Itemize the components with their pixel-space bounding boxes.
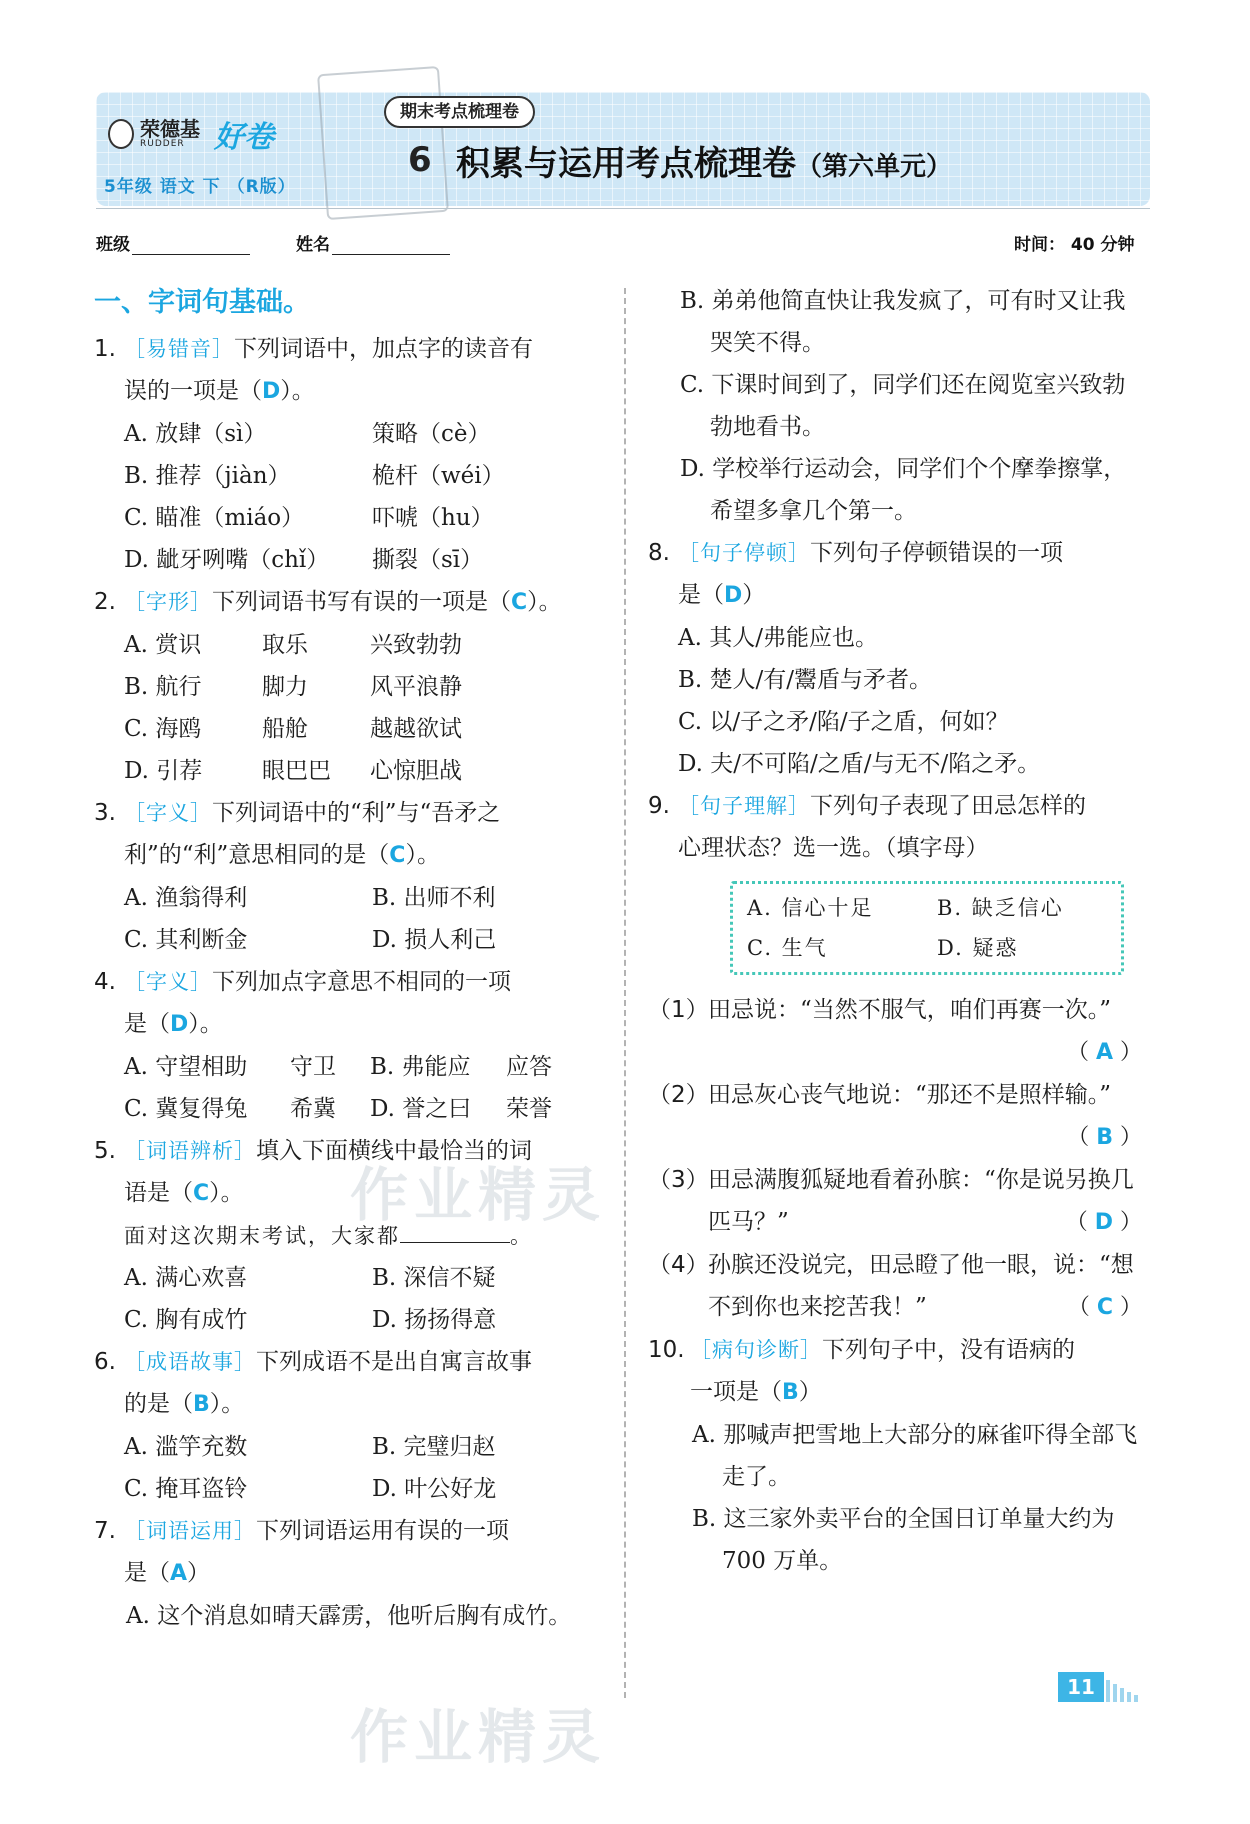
sub-question-text: 田忌说：“当然不服气，咱们再赛一次。” bbox=[708, 997, 1112, 1023]
option: A. 守望相助 bbox=[124, 1054, 248, 1080]
question-number: 4. bbox=[94, 969, 116, 995]
question-stem-end: ） bbox=[742, 582, 766, 608]
sentence-end: 。 bbox=[510, 1224, 533, 1248]
question-5 bbox=[94, 1130, 604, 1215]
question-number: 8. bbox=[648, 540, 670, 566]
question-stem: 下列成语不是出自寓言故事 bbox=[256, 1349, 532, 1375]
answer: C bbox=[1096, 1295, 1113, 1320]
watermark: 作业精灵 bbox=[350, 1703, 607, 1771]
question-tag: ［句子理解］ bbox=[678, 794, 810, 818]
answer: C bbox=[389, 843, 406, 868]
question-stem-end: ）。 bbox=[188, 1011, 223, 1037]
option: B. 楚人/有/鬻盾与矛者。 bbox=[678, 667, 933, 693]
option: A. 放肆（sì） bbox=[124, 421, 267, 447]
answer-slot: （ A ） bbox=[1066, 1040, 1142, 1065]
option: 风平浪静 bbox=[370, 674, 462, 700]
option: A. 满心欢喜 bbox=[124, 1265, 248, 1291]
question-tag: ［字义］ bbox=[124, 801, 212, 825]
choice-row bbox=[747, 928, 1107, 968]
question-stem-end: ）。 bbox=[405, 842, 440, 868]
answer: D bbox=[724, 583, 743, 608]
option: B. 深信不疑 bbox=[372, 1265, 496, 1291]
sub-question-1 bbox=[648, 989, 1148, 1074]
brand-series: 好卷 bbox=[214, 120, 274, 155]
question-stem: 一项是（ bbox=[690, 1379, 782, 1405]
option: 兴致勃勃 bbox=[370, 632, 462, 658]
answer: C bbox=[511, 590, 528, 615]
question-stem: 的是（ bbox=[124, 1391, 193, 1417]
option: D. 学校举行运动会，同学们个个摩拳擦掌，希望多拿几个第一。 bbox=[680, 456, 1127, 524]
option: C. 下课时间到了，同学们还在阅览室兴致勃勃地看书。 bbox=[680, 372, 1126, 440]
option-row bbox=[94, 877, 604, 919]
answer: B bbox=[782, 1380, 799, 1405]
option: 眼巴巴 bbox=[262, 758, 331, 784]
option: B. 推荐（jiàn） bbox=[124, 463, 291, 489]
question-number: 5. bbox=[94, 1138, 116, 1164]
sub-question-number: （2） bbox=[648, 1082, 709, 1108]
option: 守卫 bbox=[290, 1054, 336, 1080]
question-number: 1. bbox=[94, 336, 116, 362]
series-label: 期末考点梳理卷 bbox=[384, 96, 535, 128]
answer: D bbox=[170, 1012, 189, 1037]
answer: B bbox=[193, 1392, 210, 1417]
choice: D. 疑惑 bbox=[937, 936, 1019, 960]
option: A. 这个消息如晴天霹雳，他听后胸有成竹。 bbox=[126, 1603, 572, 1629]
name-label: 姓名 bbox=[296, 235, 330, 255]
option: D. 夫/不可陷/之盾/与无不/陷之矛。 bbox=[678, 751, 1041, 777]
option: A. 其人/弗能应也。 bbox=[678, 625, 878, 651]
option: 越越欲试 bbox=[370, 716, 462, 742]
question-stem: 语是（ bbox=[124, 1180, 193, 1206]
question-stem: 是（ bbox=[678, 582, 724, 608]
answer: A bbox=[170, 1561, 188, 1586]
name-field bbox=[296, 230, 450, 255]
option: C. 掩耳盗铃 bbox=[124, 1476, 248, 1502]
question-stem: 下列词语中的“利”与“吾矛之 bbox=[212, 800, 501, 826]
option: D. 誉之曰 bbox=[370, 1096, 472, 1122]
option: 荣誉 bbox=[506, 1096, 552, 1122]
option: 脚力 bbox=[262, 674, 308, 700]
question-tag: ［字义］ bbox=[124, 970, 212, 994]
answer: C bbox=[193, 1181, 210, 1206]
question-stem-end: ）。 bbox=[280, 378, 315, 404]
left-column bbox=[94, 282, 607, 1637]
option-row bbox=[94, 666, 604, 708]
answer: D bbox=[1094, 1210, 1113, 1235]
option: 撕裂（sī） bbox=[372, 547, 484, 573]
question-number: 2. bbox=[94, 589, 116, 615]
option: 吓唬（hu） bbox=[372, 505, 494, 531]
question-stem: 下列句子中，没有语病的 bbox=[822, 1337, 1075, 1363]
question-stem: 下列句子停顿错误的一项 bbox=[810, 540, 1063, 566]
option: 策略（cè） bbox=[372, 421, 491, 447]
question-tag: ［病句诊断］ bbox=[690, 1338, 822, 1362]
option: D. 引荐 bbox=[124, 758, 203, 784]
question-8 bbox=[648, 532, 1148, 617]
question-2 bbox=[94, 581, 604, 624]
question-1 bbox=[94, 328, 604, 413]
brand-sub: RUDDER bbox=[140, 139, 185, 149]
question-stem-end: ） bbox=[187, 1560, 211, 1586]
class-label: 班级 bbox=[96, 235, 130, 255]
option: D. 扬扬得意 bbox=[372, 1307, 497, 1333]
option-row bbox=[94, 750, 604, 792]
question-stem: 心理状态？选一选。（填字母） bbox=[678, 835, 989, 861]
question-3 bbox=[94, 792, 604, 877]
question-stem: 误的一项是（ bbox=[124, 378, 262, 404]
question-stem-end: ）。 bbox=[209, 1180, 244, 1206]
sub-question-2 bbox=[648, 1074, 1148, 1159]
option: A. 渔翁得利 bbox=[124, 885, 248, 911]
question-stem: 利”的“利”意思相同的是（ bbox=[124, 842, 390, 868]
question-stem: 是（ bbox=[124, 1560, 170, 1586]
question-stem-end: ） bbox=[798, 1379, 822, 1405]
answer: D bbox=[262, 379, 281, 404]
question-number: 7. bbox=[94, 1518, 116, 1544]
choice: C. 生气 bbox=[747, 936, 828, 960]
option: A. 赏识 bbox=[124, 632, 202, 658]
option-row bbox=[94, 1257, 604, 1299]
option-row bbox=[94, 1468, 604, 1510]
header-divider bbox=[96, 208, 1150, 209]
answer-slot: （ D ） bbox=[1065, 1210, 1142, 1235]
page-title bbox=[456, 136, 952, 185]
option: C. 冀复得兔 bbox=[124, 1096, 248, 1122]
section-title: 一、字词句基础。 bbox=[94, 287, 310, 318]
option: 桅杆（wéi） bbox=[372, 463, 505, 489]
option: B. 弗能应 bbox=[370, 1054, 471, 1080]
name-blank bbox=[332, 238, 450, 255]
option: A. 滥竽充数 bbox=[124, 1434, 248, 1460]
option: C. 海鸥 bbox=[124, 716, 202, 742]
option: D. 叶公好龙 bbox=[372, 1476, 497, 1502]
question-stem: 下列词语书写有误的一项是（ bbox=[212, 589, 511, 615]
option-row bbox=[94, 539, 604, 581]
choice-box bbox=[730, 881, 1124, 975]
unit-number: 6 bbox=[408, 140, 432, 180]
sub-question-number: （1） bbox=[648, 997, 709, 1023]
fill-sentence bbox=[94, 1215, 604, 1257]
option-row bbox=[94, 919, 604, 961]
option-row bbox=[94, 1088, 604, 1130]
answer-slot: （ B ） bbox=[1067, 1125, 1142, 1150]
option: C. 胸有成竹 bbox=[124, 1307, 248, 1333]
question-number: 9. bbox=[648, 793, 670, 819]
question-stem: 下列词语运用有误的一项 bbox=[256, 1518, 509, 1544]
time-field bbox=[1014, 230, 1135, 255]
question-stem: 下列句子表现了田忌怎样的 bbox=[810, 793, 1086, 819]
option: A. 那喊声把雪地上大部分的麻雀吓得全部飞走了。 bbox=[692, 1422, 1138, 1490]
question-tag: ［字形］ bbox=[124, 590, 212, 614]
class-field bbox=[96, 230, 250, 255]
option-row bbox=[94, 1299, 604, 1341]
class-blank bbox=[132, 238, 250, 255]
option-row bbox=[94, 624, 604, 666]
question-stem: 下列词语中，加点字的读音有 bbox=[234, 336, 533, 362]
option: 希冀 bbox=[290, 1096, 336, 1122]
sub-question-3 bbox=[648, 1159, 1148, 1244]
sub-question-number: （3） bbox=[648, 1167, 709, 1193]
sub-question-text: 孙膑还没说完，田忌瞪了他一眼，说：“想不到你也来挖苦我！” bbox=[708, 1252, 1134, 1320]
brand-face-icon bbox=[108, 119, 134, 149]
option: 应答 bbox=[506, 1054, 552, 1080]
question-9 bbox=[648, 785, 1148, 869]
brand-logo bbox=[108, 112, 308, 156]
option: B. 这三家外卖平台的全国日订单量大约为 700 万单。 bbox=[692, 1506, 1115, 1574]
option: C. 其利断金 bbox=[124, 927, 248, 953]
option-row bbox=[94, 497, 604, 539]
question-tag: ［句子停顿］ bbox=[678, 541, 810, 565]
question-tag: ［成语故事］ bbox=[124, 1350, 256, 1374]
question-tag: ［词语运用］ bbox=[124, 1519, 256, 1543]
option: B. 出师不利 bbox=[372, 885, 496, 911]
answer: A bbox=[1095, 1040, 1113, 1065]
question-stem: 是（ bbox=[124, 1011, 170, 1037]
sub-question-text: 田忌灰心丧气地说：“那还不是照样输。” bbox=[708, 1082, 1112, 1108]
choice: B. 缺乏信心 bbox=[937, 896, 1064, 920]
page-title-text: 积累与运用考点梳理卷 bbox=[456, 144, 796, 184]
option-row bbox=[94, 455, 604, 497]
option-row bbox=[94, 1046, 604, 1088]
question-7 bbox=[94, 1510, 604, 1595]
option: D. 损人利己 bbox=[372, 927, 497, 953]
option-row bbox=[94, 413, 604, 455]
question-number: 10. bbox=[648, 1337, 685, 1363]
right-column bbox=[648, 280, 1148, 1582]
question-stem: 下列加点字意思不相同的一项 bbox=[212, 969, 511, 995]
sub-question-4 bbox=[648, 1244, 1148, 1329]
choice: A. 信心十足 bbox=[747, 896, 874, 920]
option: C. 以/子之矛/陷/子之盾，何如？ bbox=[678, 709, 1009, 735]
page-number-bars-icon bbox=[1106, 1680, 1138, 1702]
question-6 bbox=[94, 1341, 604, 1426]
sentence-text: 面对这次期末考试，大家都 bbox=[124, 1224, 400, 1248]
answer: B bbox=[1096, 1125, 1113, 1150]
sub-question-number: （4） bbox=[648, 1252, 709, 1278]
grade-tag: 5年级 语文 下 （R版） bbox=[104, 177, 296, 197]
question-tag: ［易错音］ bbox=[124, 337, 234, 361]
page-title-sub: （第六单元） bbox=[796, 152, 953, 182]
question-number: 3. bbox=[94, 800, 116, 826]
option: 取乐 bbox=[262, 632, 308, 658]
option-row bbox=[94, 1426, 604, 1468]
option: D. 龇牙咧嘴（chǐ） bbox=[124, 547, 330, 573]
brand-name: 荣德基 bbox=[140, 117, 200, 141]
column-divider bbox=[624, 288, 626, 1698]
page-number: 11 bbox=[1058, 1672, 1104, 1702]
question-tag: ［词语辨析］ bbox=[124, 1139, 256, 1163]
option: B. 弟弟他简直快让我发疯了，可有时又让我哭笑不得。 bbox=[680, 288, 1126, 356]
question-stem-end: ）。 bbox=[527, 589, 562, 615]
watermark: 作业精灵 bbox=[350, 1161, 607, 1229]
sub-question-text: 田忌满腹狐疑地看着孙膑：“你是说另换几匹马？” bbox=[708, 1167, 1134, 1235]
option: C. 瞄准（miáo） bbox=[124, 505, 305, 531]
question-number: 6. bbox=[94, 1349, 116, 1375]
question-4 bbox=[94, 961, 604, 1046]
time-label: 时间： bbox=[1014, 235, 1065, 255]
option-row bbox=[94, 708, 604, 750]
option: B. 完璧归赵 bbox=[372, 1434, 496, 1460]
option: 心惊胆战 bbox=[370, 758, 462, 784]
option: B. 航行 bbox=[124, 674, 202, 700]
time-value: 40 分钟 bbox=[1070, 235, 1135, 255]
fill-blank bbox=[400, 1222, 510, 1243]
answer-slot: （ C ） bbox=[1067, 1295, 1142, 1320]
question-10 bbox=[648, 1329, 1148, 1414]
option: 船舱 bbox=[262, 716, 308, 742]
question-stem: 填入下面横线中最恰当的词 bbox=[256, 1138, 532, 1164]
choice-row bbox=[747, 888, 1107, 928]
question-stem-end: ）。 bbox=[209, 1391, 245, 1417]
